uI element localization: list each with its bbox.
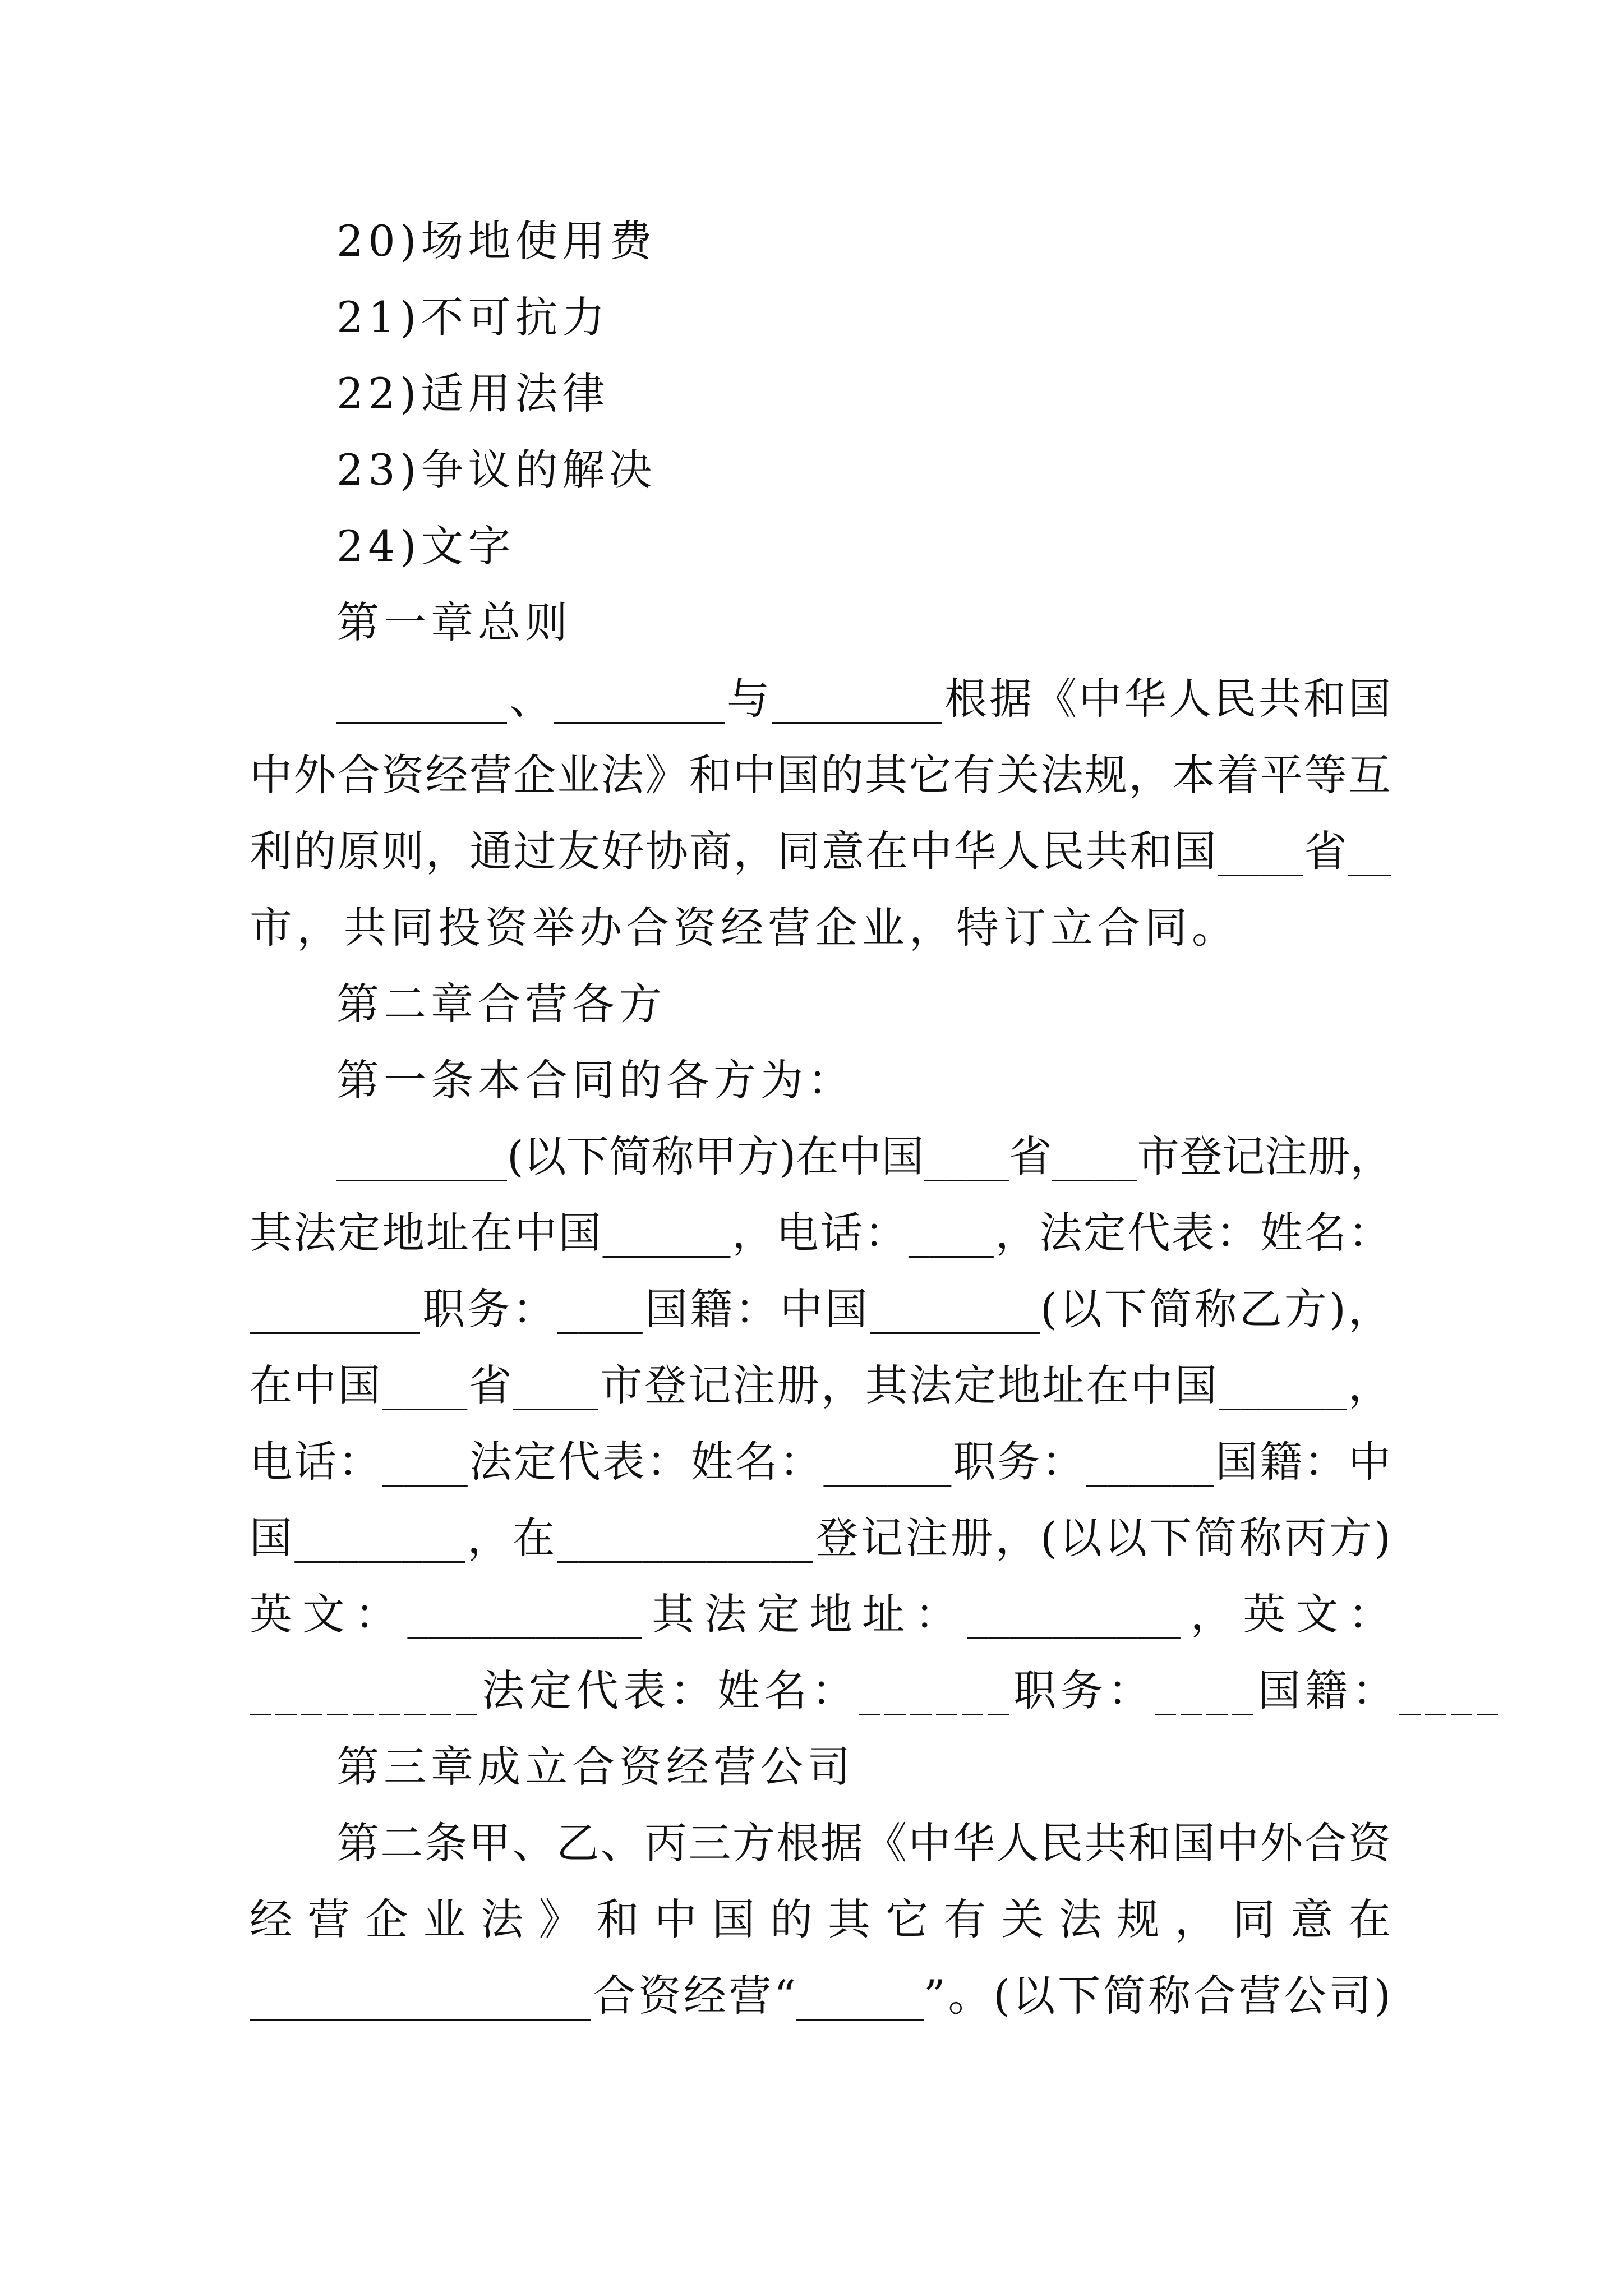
- paragraph-line: 其法定地址在中国______，电话：____，法定代表：姓名：: [250, 1208, 1391, 1258]
- paragraph-line: 利的原则，通过友好协商，同意在中华人民共和国____省__: [250, 826, 1391, 876]
- paragraph-line: ________________合资经营“______”。(以下简称合营公司): [250, 1971, 1391, 2021]
- chapter-heading: 第一章总则: [336, 597, 572, 647]
- paragraph-line: ________、________与________根据《中华人民共和国: [336, 674, 1391, 724]
- list-item: 20)场地使用费: [336, 216, 657, 266]
- article-heading: 第一条本合同的各方为：: [336, 1055, 855, 1105]
- paragraph-line: 英文：___________其法定地址：__________，英文：: [250, 1589, 1391, 1639]
- paragraph-line: 中外合资经营企业法》和中国的其它有关法规，本着平等互: [250, 750, 1391, 800]
- list-item: 21)不可抗力: [336, 292, 610, 342]
- paragraph-line: 第二条甲、乙、丙三方根据《中华人民共和国中外合资: [336, 1818, 1391, 1868]
- paragraph-line: 市，共同投资举办合资经营企业，特订立合同。: [250, 903, 1239, 953]
- chapter-heading: 第二章合营各方: [336, 979, 666, 1029]
- paragraph-line: ________职务：____国籍：中国________(以下简称乙方)，: [250, 1284, 1391, 1334]
- paragraph-line: 在中国____省____市登记注册，其法定地址在中国______，: [250, 1360, 1391, 1410]
- list-item: 24)文字: [336, 521, 515, 571]
- paragraph-line: 经营企业法》和中国的其它有关法规，同意在: [250, 1894, 1391, 1944]
- list-item: 23)争议的解决: [336, 445, 657, 495]
- paragraph-line: _________法定代表：姓名：______职务：____国籍：____: [250, 1665, 1502, 1715]
- chapter-heading: 第三章成立合资经营公司: [336, 1742, 855, 1792]
- paragraph-line: ________(以下简称甲方)在中国____省____市登记注册，: [336, 1131, 1393, 1181]
- list-item: 22)适用法律: [336, 369, 610, 418]
- paragraph-line: 国________，在____________登记注册，(以以下简称丙方): [250, 1513, 1391, 1563]
- paragraph-line: 电话：____法定代表：姓名：______职务：______国籍：中: [250, 1437, 1391, 1487]
